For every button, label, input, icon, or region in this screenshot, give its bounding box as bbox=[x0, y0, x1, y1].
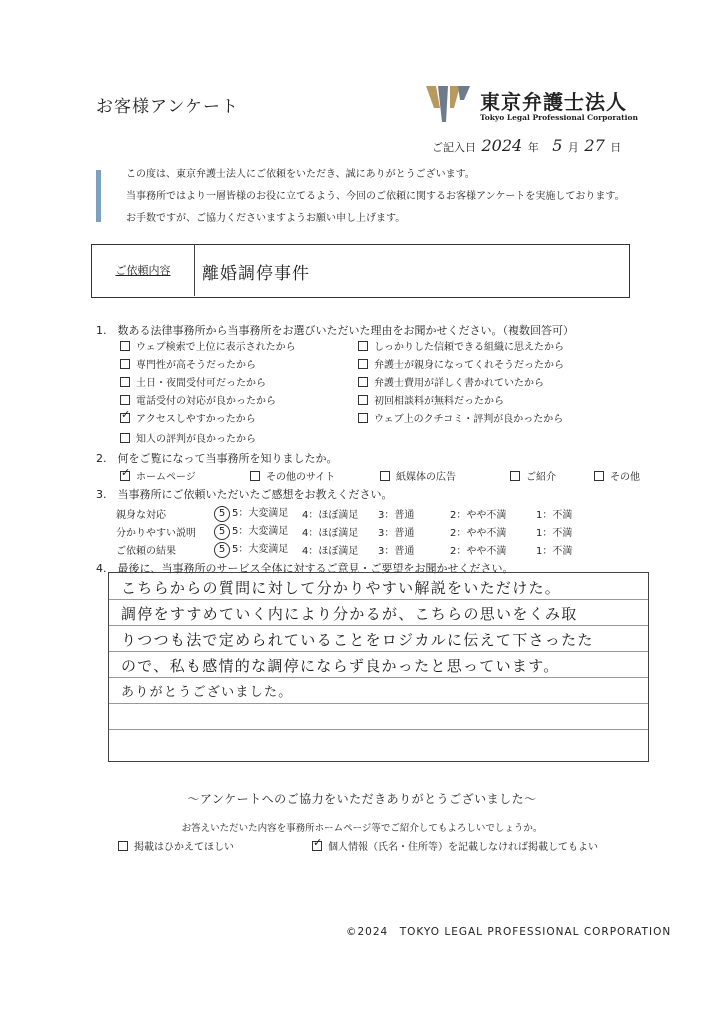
circled-digit: 5 bbox=[214, 542, 230, 558]
rating-3[interactable]: 3：普通 bbox=[378, 528, 415, 539]
firm-name-en: Tokyo Legal Professional Corporation bbox=[480, 113, 638, 122]
rating-4[interactable]: 4：ほぼ満足 bbox=[302, 546, 359, 557]
q2-option[interactable] bbox=[380, 468, 456, 483]
rating-5-selected[interactable] bbox=[214, 522, 288, 540]
permission-accept[interactable] bbox=[312, 838, 598, 853]
rating-label: ご依頼の結果 bbox=[116, 546, 176, 557]
checkbox-checked[interactable] bbox=[120, 413, 130, 423]
option-label: 紙媒体の広告 bbox=[396, 472, 456, 483]
rating-4[interactable]: 4：ほぼ満足 bbox=[302, 528, 359, 539]
date-label: ご記入日 bbox=[432, 141, 476, 154]
q1-option[interactable] bbox=[120, 392, 276, 407]
option-label: 掲載はひかえてほしい bbox=[134, 842, 234, 853]
scale-label: 5：大変満足 bbox=[232, 544, 289, 555]
rating-3[interactable]: 3：普通 bbox=[378, 546, 415, 557]
checkbox[interactable] bbox=[118, 841, 128, 851]
option-label: 弁護士が親身になってくれそうだったから bbox=[374, 360, 564, 371]
intro-accent-bar bbox=[96, 170, 101, 222]
q1-option[interactable] bbox=[120, 430, 256, 445]
request-value[interactable]: 離婚調停事件 bbox=[202, 264, 310, 284]
circled-digit: 5 bbox=[214, 524, 230, 540]
option-label: ウェブ検索で上位に表示されたから bbox=[136, 342, 296, 353]
year-suffix: 年 bbox=[527, 141, 539, 154]
q1-option[interactable] bbox=[358, 338, 564, 353]
permission-decline[interactable] bbox=[118, 838, 234, 853]
comment-rule bbox=[109, 729, 648, 730]
checkbox[interactable] bbox=[120, 395, 130, 405]
option-label: しっかりした信頼できる組織に思えたから bbox=[374, 342, 564, 353]
q1-option[interactable] bbox=[358, 410, 563, 425]
date-month: 5 bbox=[552, 136, 563, 155]
question-4: 4. 最後に、当事務所のサービス全体に対するご意見・ご要望をお聞かせください。 bbox=[96, 562, 514, 575]
rating-1[interactable]: 1：不満 bbox=[536, 510, 573, 521]
permission-question: お答えいただいた内容を事務所ホームページ等でご紹介してもよろしいでしょうか。 bbox=[181, 823, 543, 834]
entry-date bbox=[432, 136, 621, 155]
option-label: アクセスしやすかったから bbox=[136, 414, 256, 425]
page-title: お客様アンケート bbox=[96, 97, 239, 117]
rating-2[interactable]: 2：やや不満 bbox=[450, 528, 507, 539]
firm-name: 東京弁護士法人 bbox=[480, 90, 627, 114]
q1-option[interactable] bbox=[120, 374, 266, 389]
comment-textarea[interactable] bbox=[108, 572, 649, 762]
request-label: ご依頼内容 bbox=[92, 244, 195, 296]
checkbox[interactable] bbox=[358, 359, 368, 369]
option-label: ホームページ bbox=[136, 472, 196, 483]
comment-rule bbox=[109, 625, 648, 626]
option-label: 弁護士費用が詳しく書かれていたから bbox=[374, 378, 544, 389]
intro-line: この度は、東京弁護士法人にご依頼をいただき、誠にありがとうございます。 bbox=[126, 169, 475, 180]
option-label: ウェブ上のクチコミ・評判が良かったから bbox=[374, 414, 564, 425]
rating-1[interactable]: 1：不満 bbox=[536, 528, 573, 539]
rating-3[interactable]: 3：普通 bbox=[378, 510, 415, 521]
q1-option[interactable] bbox=[120, 410, 256, 425]
copyright: ©2024 TOKYO LEGAL PROFESSIONAL CORPORATION bbox=[346, 926, 672, 938]
q2-option[interactable] bbox=[510, 468, 556, 483]
q1-option[interactable] bbox=[358, 356, 564, 371]
rating-2[interactable]: 2：やや不満 bbox=[450, 546, 507, 557]
firm-logo-icon bbox=[424, 84, 472, 124]
comment-rule bbox=[109, 703, 648, 704]
option-label: ご紹介 bbox=[526, 472, 556, 483]
comment-rule bbox=[109, 599, 648, 600]
checkbox[interactable] bbox=[120, 377, 130, 387]
q1-option[interactable] bbox=[358, 392, 504, 407]
circled-digit: 5 bbox=[214, 506, 230, 522]
q2-option[interactable] bbox=[594, 468, 640, 483]
comment-line: ので、私も感情的な調停にならず良かったと思っています。 bbox=[121, 657, 560, 675]
rating-4[interactable]: 4：ほぼ満足 bbox=[302, 510, 359, 521]
intro-text bbox=[126, 164, 625, 230]
option-label: 個人情報（氏名・住所等）を記載しなければ掲載してもよい bbox=[328, 842, 598, 853]
rating-5-selected[interactable] bbox=[214, 504, 288, 522]
intro-line: 当事務所ではより一層皆様のお役に立てるよう、今回のご依頼に関するお客様アンケートを実施しております。 bbox=[126, 191, 625, 202]
question-2: 2. 何をご覧になって当事務所を知りましたか。 bbox=[96, 452, 338, 465]
rating-label: 親身な対応 bbox=[116, 510, 166, 521]
q1-option[interactable] bbox=[120, 338, 296, 353]
option-label: その他 bbox=[610, 472, 640, 483]
option-label: 専門性が高そうだったから bbox=[136, 360, 256, 371]
q2-option[interactable] bbox=[120, 468, 196, 483]
scale-label: 5：大変満足 bbox=[232, 526, 289, 537]
comment-line: りつつも法で定められていることをロジカルに伝えて下さったた bbox=[121, 631, 594, 649]
checkbox[interactable] bbox=[120, 359, 130, 369]
comment-line: こちらからの質問に対して分かりやすい解説をいただけた。 bbox=[121, 579, 562, 597]
rating-label: 分かりやすい説明 bbox=[116, 528, 196, 539]
day-suffix: 日 bbox=[610, 141, 622, 154]
rating-2[interactable]: 2：やや不満 bbox=[450, 510, 507, 521]
checkbox[interactable] bbox=[120, 341, 130, 351]
checkbox[interactable] bbox=[250, 471, 260, 481]
checkbox-checked[interactable] bbox=[312, 841, 322, 851]
comment-rule bbox=[109, 651, 648, 652]
checkbox[interactable] bbox=[510, 471, 520, 481]
date-day: 27 bbox=[584, 136, 605, 155]
question-3: 3. 当事務所にご依頼いただいたご感想をお教えください。 bbox=[96, 488, 393, 501]
option-label: 初回相談料が無料だったから bbox=[374, 396, 504, 407]
checkbox[interactable] bbox=[120, 433, 130, 443]
q2-option[interactable] bbox=[250, 468, 335, 483]
checkbox[interactable] bbox=[358, 377, 368, 387]
comment-rule bbox=[109, 677, 648, 678]
scale-label: 5：大変満足 bbox=[232, 508, 289, 519]
checkbox[interactable] bbox=[358, 395, 368, 405]
rating-1[interactable]: 1：不満 bbox=[536, 546, 573, 557]
rating-5-selected[interactable] bbox=[214, 540, 288, 558]
question-1: 1. 数ある法律事務所から当事務所をお選びいただいた理由をお聞かせください。（複数回答可） bbox=[96, 324, 574, 337]
comment-line: 調停をすすめていく内により分かるが、こちらの思いをくみ取 bbox=[121, 605, 578, 623]
q1-option[interactable] bbox=[120, 356, 256, 371]
month-suffix: 月 bbox=[567, 141, 579, 154]
date-year: 2024 bbox=[481, 136, 523, 155]
q1-option[interactable] bbox=[358, 374, 544, 389]
option-label: 電話受付の対応が良かったから bbox=[136, 396, 276, 407]
thanks-message: 〜アンケートへのご協力をいただきありがとうございました〜 bbox=[187, 792, 537, 806]
option-label: その他のサイト bbox=[266, 472, 336, 483]
checkbox[interactable] bbox=[358, 413, 368, 423]
option-label: 土日・夜間受付可だったから bbox=[136, 378, 266, 389]
comment-line: ありがとうございました。 bbox=[121, 685, 293, 700]
checkbox[interactable] bbox=[358, 341, 368, 351]
checkbox[interactable] bbox=[594, 471, 604, 481]
option-label: 知人の評判が良かったから bbox=[136, 434, 256, 445]
checkbox[interactable] bbox=[380, 471, 390, 481]
checkbox-checked[interactable] bbox=[120, 471, 130, 481]
intro-line: お手数ですが、ご協力くださいますようお願い申し上げます。 bbox=[126, 213, 406, 224]
